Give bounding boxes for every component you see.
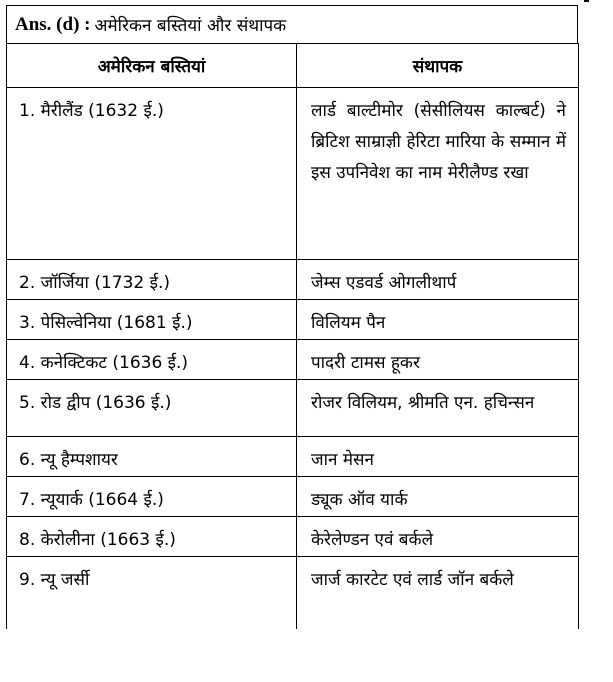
- colony-cell: 3. पेसिल्वेनिया (1681 ई.): [7, 300, 297, 340]
- colonies-table: [6, 43, 579, 629]
- table-row: [7, 88, 579, 260]
- table-row: [7, 340, 579, 380]
- table-header-row: [7, 44, 579, 88]
- founder-cell: जान मेसन: [297, 437, 579, 477]
- colony-cell: 1. मैरीलैंड (1632 ई.): [7, 88, 297, 260]
- table-row: [7, 517, 579, 557]
- table-row: [7, 557, 579, 629]
- header-founder: संथापक: [297, 44, 579, 88]
- colony-cell: 9. न्यू जर्सी: [7, 557, 297, 629]
- table-row: [7, 300, 579, 340]
- founder-cell: केरेलेण्डन एवं बर्कले: [297, 517, 579, 557]
- colony-cell: 8. केरोलीना (1663 ई.): [7, 517, 297, 557]
- colony-cell: 7. न्यूयार्क (1664 ई.): [7, 477, 297, 517]
- answer-header: [6, 5, 578, 43]
- colony-cell: 5. रोड द्वीप (1636 ई.): [7, 380, 297, 437]
- colony-cell: 6. न्यू हैम्पशायर: [7, 437, 297, 477]
- table-row: [7, 437, 579, 477]
- answer-sheet: [6, 5, 578, 629]
- founder-cell: विलियम पैन: [297, 300, 579, 340]
- founder-cell: रोजर विलियम, श्रीमति एन. हचिन्सन: [297, 380, 579, 437]
- colony-cell: 4. कनेक्टिकट (1636 ई.): [7, 340, 297, 380]
- table-row: [7, 260, 579, 300]
- colony-cell: 2. जॉर्जिया (1732 ई.): [7, 260, 297, 300]
- founder-cell: पादरी टामस हूकर: [297, 340, 579, 380]
- corner-mark: [584, 0, 589, 2]
- founder-cell: लार्ड बाल्टीमोर (सेसीलियस काल्बर्ट) ने ब्रिटिश साम्राज्ञी हेरिटा मारिया के सम्मान में इस उपनिवेश का नाम मेरीलैण्ड रखा: [297, 88, 579, 260]
- founder-cell: ड्यूक ऑव यार्क: [297, 477, 579, 517]
- table-row: [7, 477, 579, 517]
- answer-label: Ans. (d) :: [15, 13, 91, 35]
- header-colony: अमेरिकन बस्तियां: [7, 44, 297, 88]
- founder-cell: जेम्स एडवर्ड ओगलीथार्प: [297, 260, 579, 300]
- founder-cell: जार्ज कारटेट एवं लार्ड जॉन बर्कले: [297, 557, 579, 629]
- answer-title: अमेरिकन बस्तियां और संथापक: [94, 16, 287, 36]
- table-row: [7, 380, 579, 437]
